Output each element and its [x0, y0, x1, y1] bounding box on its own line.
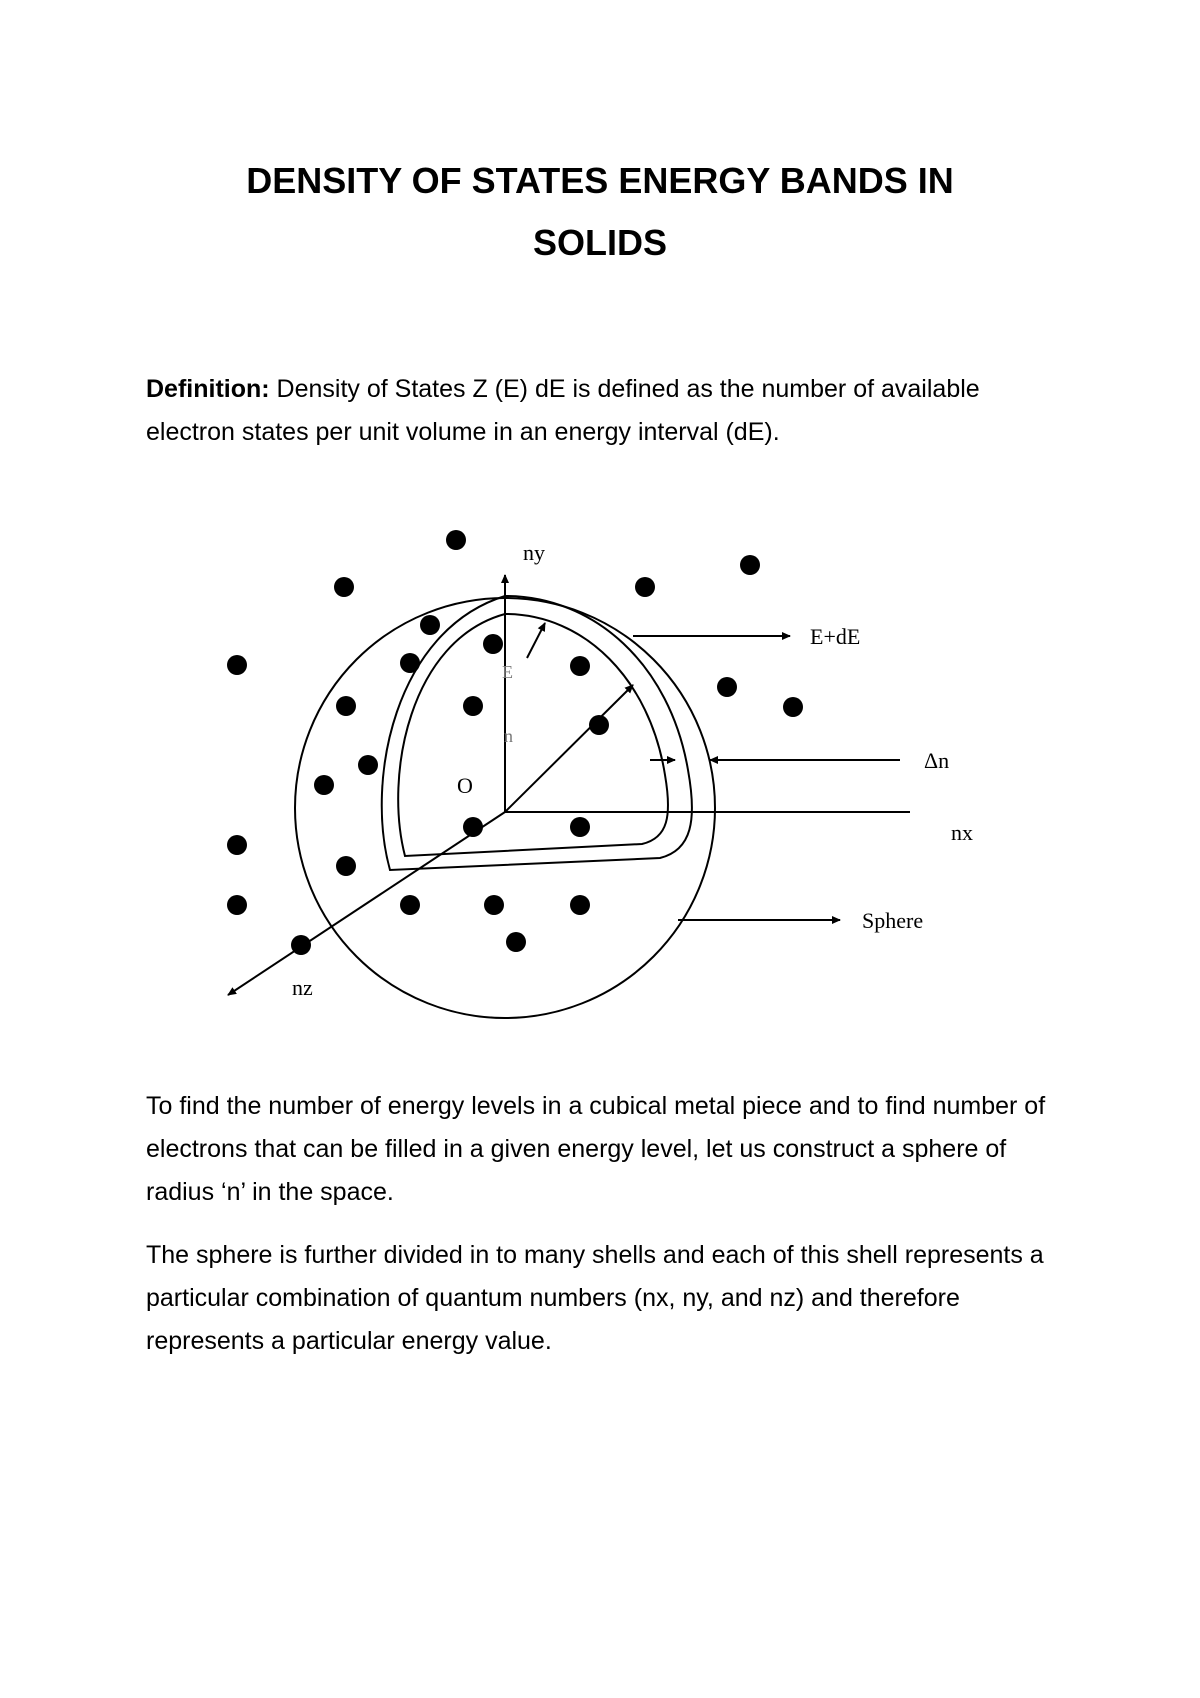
n-label: n	[504, 726, 513, 746]
state-point	[227, 895, 247, 915]
e-plus-de-label: E+dE	[810, 624, 861, 649]
state-point	[400, 653, 420, 673]
density-of-states-diagram	[200, 520, 1000, 1020]
definition-paragraph	[146, 368, 1066, 454]
state-point	[446, 530, 466, 550]
page-title	[0, 150, 1200, 274]
shell-inner-boundary	[398, 614, 668, 856]
delta-n-label: Δn	[924, 748, 950, 773]
origin-label: O	[457, 773, 473, 798]
nz-axis	[228, 812, 505, 995]
state-point	[589, 715, 609, 735]
state-point	[570, 656, 590, 676]
state-point	[336, 856, 356, 876]
definition-term: Definition:	[146, 375, 270, 403]
diagram-svg	[200, 520, 1000, 1020]
state-point	[358, 755, 378, 775]
radius-vector	[505, 685, 633, 812]
state-point	[717, 677, 737, 697]
state-point	[484, 895, 504, 915]
state-point	[420, 615, 440, 635]
definition-text: Density of States Z (E) dE is defined as the number of available electron states per unit volume in an energy interval (dE).	[146, 375, 980, 446]
body-paragraph-2: The sphere is further divided in to many shells and each of this shell represents a particular combination of quantum numbers (nx, ny, and nz) and therefore represents a particular energy value.	[146, 1241, 1044, 1355]
state-point	[463, 696, 483, 716]
title-line-1: DENSITY OF STATES ENERGY BANDS IN	[246, 160, 954, 201]
state-point	[483, 634, 503, 654]
state-point	[227, 655, 247, 675]
body-paragraph-1: To find the number of energy levels in a cubical metal piece and to find number of electrons that can be filled in a given energy level, let us construct a sphere of radius ‘n’ in the space.	[146, 1092, 1046, 1206]
de-arrow	[527, 623, 545, 658]
nx-axis-label: nx	[951, 820, 973, 845]
state-point	[291, 935, 311, 955]
state-point	[783, 697, 803, 717]
state-point	[635, 577, 655, 597]
state-point	[506, 932, 526, 952]
ny-axis-label: ny	[523, 540, 545, 565]
sphere-label: Sphere	[862, 908, 924, 933]
state-point	[570, 817, 590, 837]
nz-axis-label: nz	[292, 975, 313, 1000]
state-point	[227, 835, 247, 855]
state-point	[336, 696, 356, 716]
state-point	[570, 895, 590, 915]
title-line-2: SOLIDS	[532, 222, 667, 263]
state-points	[227, 530, 803, 955]
state-point	[463, 817, 483, 837]
state-point	[400, 895, 420, 915]
e-label: E	[502, 662, 513, 682]
state-point	[314, 775, 334, 795]
state-point	[334, 577, 354, 597]
state-point	[740, 555, 760, 575]
